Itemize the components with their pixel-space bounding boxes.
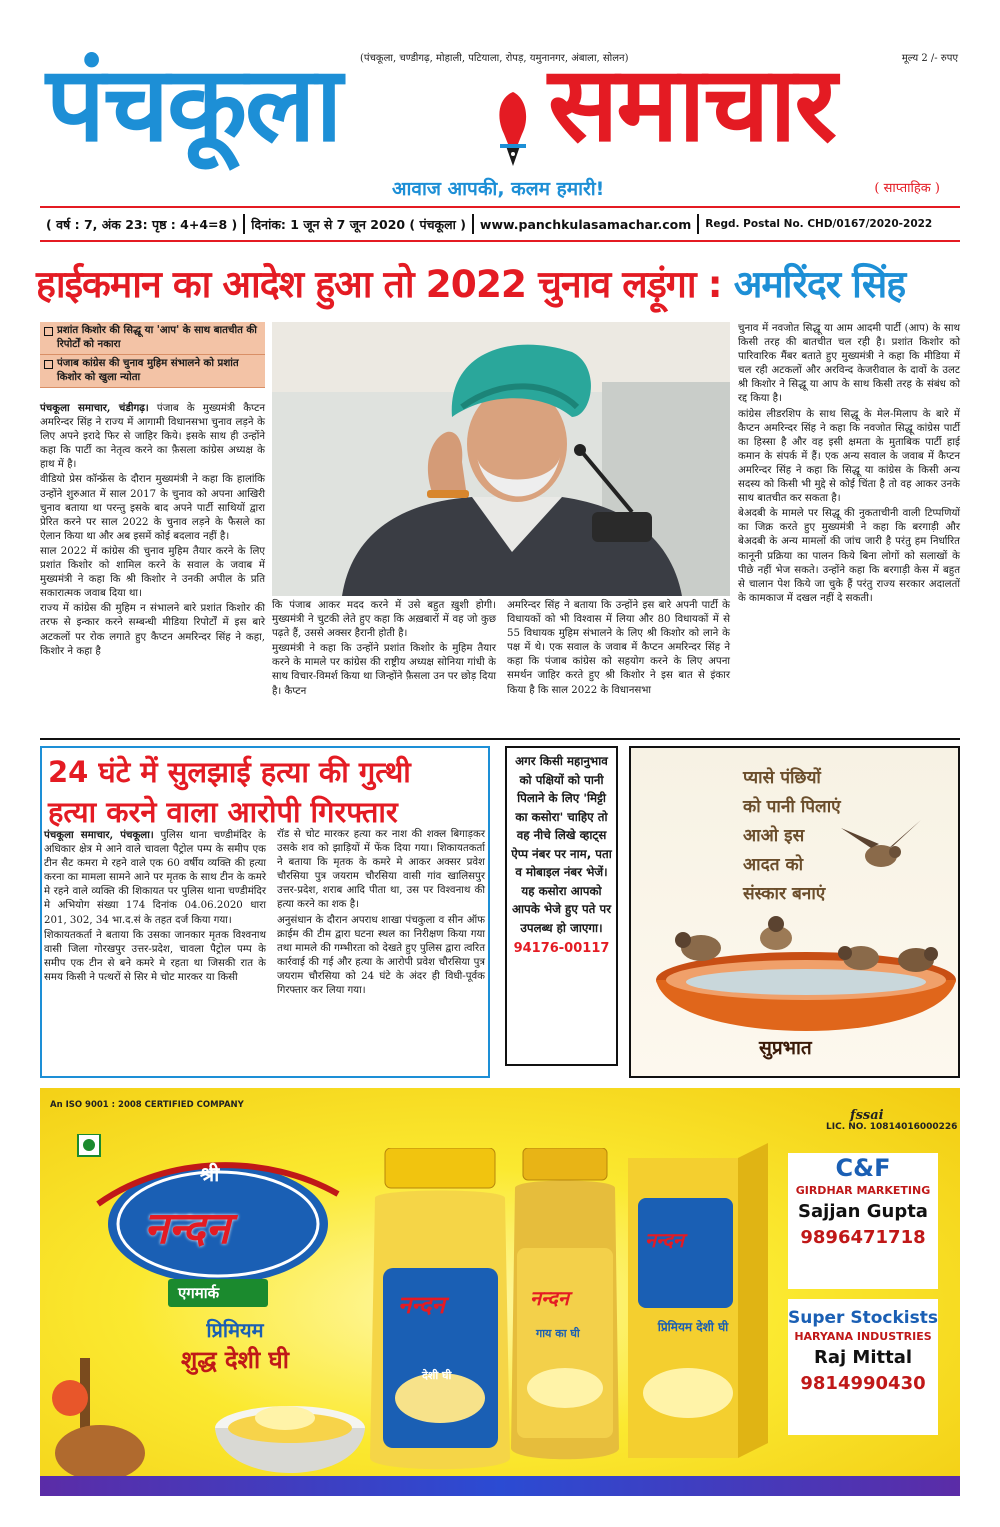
website-link[interactable]: www.panchkulasamachar.com bbox=[479, 216, 692, 232]
logo-samachar: समाचार bbox=[548, 43, 835, 165]
logo-panchkula: पंचकूला bbox=[46, 43, 341, 165]
dateline: पंचकूला समाचार, पंचकूला। bbox=[44, 829, 154, 841]
appeal-text: अगर किसी महानुभाव को पक्षियों को पानी पिलाने के लिए 'मिट्टी का कसोरा' चाहिए तो वह नीचे लिखे व्हाट्स ऐप्प नंबर पर नाम, पता व मोबाइल नंबर भेजें। यह कसोरा आपको आपके भेजे हुए पते पर उपलब्ध हो जाएगा। bbox=[511, 754, 612, 935]
stockist-card bbox=[788, 1299, 938, 1435]
agmark-badge: एगमार्क bbox=[178, 1284, 220, 1302]
ghee-bowl-illustration bbox=[40, 1358, 370, 1484]
bowl-illustration bbox=[631, 748, 960, 1078]
lead-story-column-4: चुनाव में नवजोत सिद्धू या आम आदमी पार्टी (आप) के साथ किसी तरह की बातचीत चल रही है। प्रशांत किशोर को पारिवारिक मैंबर बताते हुए मुख्यमंत्री ने कहा कि मीडिया में चल रही अटकलों और अरविन्द केजरीवाल के दावों के उलट श्री किशोर ने सिद्धू या आप के साथ किसी तरह के संबंध को रद्द किया है। कांग्रेस लीडरशिप के साथ सिद्धू के मेल-मिलाप के बारे में कैप्टन अमरिन्दर सिंह ने कहा कि नवजोत सिद्धू कांग्रेस पार्टी का हिस्सा है और वह इसी क्षमता के मुताबिक पार्टी हाई कमान के संपर्क में हैं। एक अन्य सवाल के जवाब में कैप्टन अमरिन्दर सिंह ने कहा कि सिद्धू या कांग्रेस के किसी अन्य सदस्य को किसी भी मुद्दे से कोई चिंता है तो वह आकर उनके साथ बातचीत कर सकता है। बेअदबी के मामले पर सिद्धू की नुकताचीनी वाली टिप्पणियों का जिक्र करते हुए मुख्यमंत्री ने कहा कि बरगाड़ी और बेअदबी के अन्य मामलों की जांच जारी है परंतु हम निर्धारित कानूनी प्रक्रिया का पालन किये बिना लोगों को सलाखों के पीछे नहीं भेज सकते। उन्होंने कहा कि बरगाड़ी केस में बहुत से चालान पेश किये जा चुके हैं परंतु राज्य सरकार अदालतों के कामकाज में दखल नहीं दे सकती। bbox=[738, 323, 960, 604]
checkbox-icon bbox=[44, 327, 53, 336]
main-headline bbox=[36, 258, 966, 310]
bowl-label: सुप्रभात bbox=[759, 1037, 812, 1059]
product-tagline: प्रिमियम शुद्ध देशी घी bbox=[181, 1318, 289, 1374]
lead-story-photo bbox=[272, 322, 730, 596]
lead-story-column-1: पंचकूला समाचार, चंडीगढ़। पंजाब के मुख्यमंत्री कैप्टन अमरिन्दर सिंह ने राज्य में आगामी विधानसभा चुनाव लड़ने के लिए अपने इरादे फिर से जाहिर किये। इसके साथ ही उन्होंने कहा कि पार्टी का नेतृत्व करने का फ़ैसला कांग्रेस अध्यक्ष के हाथ में है। वीडियो प्रेस कॉन्फ्रेंस के दौरान मुख्यमंत्री ने कहा कि हालांकि उन्होंने शुरुआत में साल 2017 के चुनाव को अपना आखिरी चुनाव बताया था परन्तु इसके बाद अपने पार्टी साथियों द्वारा प्रेरित करने पर साल 2022 के चुनाव लड़ने के फैसले का ऐलान किया था और अब इसमें कोई बदलाव नहीं है। साल 2022 में कांग्रेस की चुनाव मुहिम तैयार करने के लिए प्रशांत किशोर को शामिल करने के सवाल के जवाब में मुख्यमंत्री ने कहा कि श्री किशोर ने उनकी अपील के प्रति सकारात्मक जवाब दिया था। राज्य में कांग्रेस की मुहिम न संभालने बारे प्रशांत किशोर की तरफ से इन्कार करने सम्बन्धी मीडिया रिपोर्टों में इस बारे अटकलों पर रोक लगाते हुए कैप्टन अमरिन्दर सिंह ने कहा, किशोर ने कहा है bbox=[40, 402, 265, 657]
card-contact-name: Raj Mittal bbox=[813, 1347, 913, 1368]
box-brand: नन्दन bbox=[645, 1228, 684, 1252]
issue-number: ( वर्ष : 7, अंक 23: पृष्ठ : 4+4=8 ) bbox=[46, 216, 238, 232]
card-company: GIRDHAR MARKETING bbox=[795, 1184, 931, 1197]
pen-emblem-icon bbox=[488, 88, 538, 170]
crime-story-headline: 24 घंटे में सुलझाई हत्या की गुत्थी हत्या करने वाला आरोपी गिरफ्तार bbox=[48, 755, 411, 829]
sparrow-icon bbox=[760, 916, 792, 950]
birds-poster bbox=[629, 746, 960, 1078]
fssai-logo: fssai bbox=[850, 1108, 884, 1123]
masthead-cities: (पंचकूला, चण्डीगढ़, मोहाली, पटियाला, रोपड़, यमुनानगर, अंबाला, सोलन) bbox=[360, 53, 629, 64]
appeal-phone: 94176-00117 bbox=[513, 941, 610, 956]
headline-part2: अमरिंदर सिंह bbox=[733, 262, 906, 306]
distributor-card bbox=[788, 1153, 938, 1289]
card-phone[interactable]: 9814990430 bbox=[800, 1373, 926, 1394]
crime-story-column-1: पंचकूला समाचार, पंचकूला। पुलिस थाना चण्डीमंदिर के अधिकार क्षेत्र मे आने वाले चावला पैट्रोल पम्प के समीप एक टीन सैट कमरा मे रहने वाले एक 60 वर्षीय व्यक्ति की हत्या करना का मामला सामने आने पर मृतक के साथ टीन के कमरे मे रहने वाले व्यक्ति की शिकायत पर पुलिस थाना चण्डीमंदिर मे अभियोग संख्या 174 दिनांक 04.06.2020 धारा 201, 302, 34 भा.द.सं के तहत दर्ज किया गया। शिकायतकर्ता ने बताया कि उसका जानकार मृतक विश्वनाथ वासी जिला गोरखपुर उत्तर-प्रदेश, चावला पैट्रोल पम्प के समीप एक टीन से बने कमरे मे रहता था जिसकी रात के समय किसी ने पत्थरों से सिर मे चोट मारकर या किसी bbox=[44, 829, 266, 983]
card-phone[interactable]: 9896471718 bbox=[800, 1227, 926, 1248]
crime-story-column-2: रॉड से चोट मारकर हत्या कर नाश की शक्ल बिगाड़कर उसके शव को झाड़ियों में फेंक दिया गया। शिकायतकर्ता ने बताया कि मृतक के कमरे मे आकर अक्सर प्रवेश चौरसिया पुत्र जयराम चौरसिया वासी गांव खालिसपुर उत्तर-प्रदेश, शराब आदि पीता था, उस पर विश्वनाथ की हत्या करने का शक है। अनुसंधान के दौरान अपराध शाखा पंचकुला व सीन ऑफ क्राईम की टीम द्वारा घटना स्थल का निरीक्षण किया गया तथा मामले की गम्भीरता को देखते हुए पुलिस द्वारा त्वरित कार्रवाई की गई और हत्या के आरोपी प्रवेश चौरसिया पुत्र जयराम चौरसिया को 24 घंटे के अंदर ही विधी-पूर्वक गिरफ्तार कर लिया गया। bbox=[277, 829, 485, 997]
masthead-tagline: आवाज आपकी, कलम हमारी! bbox=[392, 178, 605, 200]
brand-prefix: श्री bbox=[200, 1162, 220, 1186]
highlight-item: पंजाब कांग्रेस की चुनाव मुहिम संभालने को प्रशांत किशोर को खुला न्योता bbox=[40, 355, 265, 388]
big-jar-brand: नन्दन bbox=[398, 1291, 445, 1319]
lead-story-column-2: कि पंजाब आकर मदद करने में उसे बहुत ख़ुशी होगी। मुख्यमंत्री ने चुटकी लेते हुए कहा कि अख़बारों में वह जो कुछ पढ़ते हैं, उससे अक्सर हैरानी होती है। मुख्यमंत्री ने कहा कि उन्होंने प्रशांत किशोर के मुहिम तैयार करने के मामले पर कांग्रेस की राष्ट्रीय अध्यक्ष सोनिया गांधी के साथ विचार-विमर्श किया था जिन्होंने फ़ैसला उन पर छोड़ दिया है। कैप्टन bbox=[272, 600, 496, 697]
poster-text: प्यासे पंछियों को पानी पिलाएं आओ इस आदत को संस्कार बनाएं bbox=[743, 768, 841, 904]
small-jar-brand: नन्दन bbox=[530, 1286, 569, 1310]
card-title: C&F bbox=[835, 1154, 891, 1182]
price-label: मूल्य 2 /- रुपए bbox=[901, 53, 958, 64]
dateline: पंचकूला समाचार, चंडीगढ़। bbox=[40, 402, 149, 414]
issue-info-bar bbox=[40, 206, 960, 242]
ad-bottom-stripe bbox=[40, 1476, 960, 1496]
highlights-box bbox=[40, 322, 265, 388]
weekly-label: ( साप्ताहिक ) bbox=[874, 181, 940, 196]
flying-bird-icon bbox=[841, 820, 921, 867]
small-jar-label: गाय का घी bbox=[536, 1327, 580, 1340]
card-company: HARYANA INDUSTRIES bbox=[794, 1330, 932, 1343]
big-jar-label: देशी घी bbox=[422, 1369, 452, 1382]
ghee-advertisement bbox=[40, 1088, 960, 1484]
card-contact-name: Sajjan Gupta bbox=[798, 1201, 928, 1222]
sparrow-icon bbox=[675, 932, 721, 961]
section-divider bbox=[40, 738, 960, 740]
lead-story-column-3: अमरिन्दर सिंह ने बताया कि उन्होंने इस बारे अपनी पार्टी के विधायकों को भी विश्वास में लिया और 80 विधायकों में से 55 विधायक मुहिम संभालने के लिए श्री किशोर को लाने के पक्ष में थे। एक सवाल के जवाब में कैप्टन अमरिन्दर सिंह ने कहा कि पंजाब कांग्रेस को सहयोग करने के लिए अपना समर्थन जाहिर करते हुए श्री किशोर ने इस बात से इंकार किया है कि साल 2022 के विधानसभा bbox=[507, 600, 730, 696]
water-bowl-appeal bbox=[505, 746, 618, 1066]
box-pack bbox=[618, 1138, 778, 1468]
box-label: प्रिमियम देशी घी bbox=[657, 1320, 729, 1334]
issue-date: दिनांक: 1 जून से 7 जून 2020 ( पंचकूला ) bbox=[251, 216, 466, 232]
checkbox-icon bbox=[44, 360, 53, 369]
card-title: Super Stockists bbox=[788, 1308, 938, 1328]
iso-certification: An ISO 9001 : 2008 CERTIFIED COMPANY bbox=[50, 1100, 244, 1110]
license-number: LIC. NO. 10814016000226 bbox=[826, 1122, 958, 1132]
postal-registration: Regd. Postal No. CHD/0167/2020-2022 bbox=[705, 218, 933, 230]
brand-name: नन्दन bbox=[144, 1203, 230, 1254]
headline-part1: हाईकमान का आदेश हुआ तो 2022 चुनाव लड़ूंगा : bbox=[36, 262, 722, 306]
highlight-item: प्रशांत किशोर की सिद्धू या 'आप' के साथ बातचीत की रिपोर्टों को नकारा bbox=[40, 322, 265, 355]
